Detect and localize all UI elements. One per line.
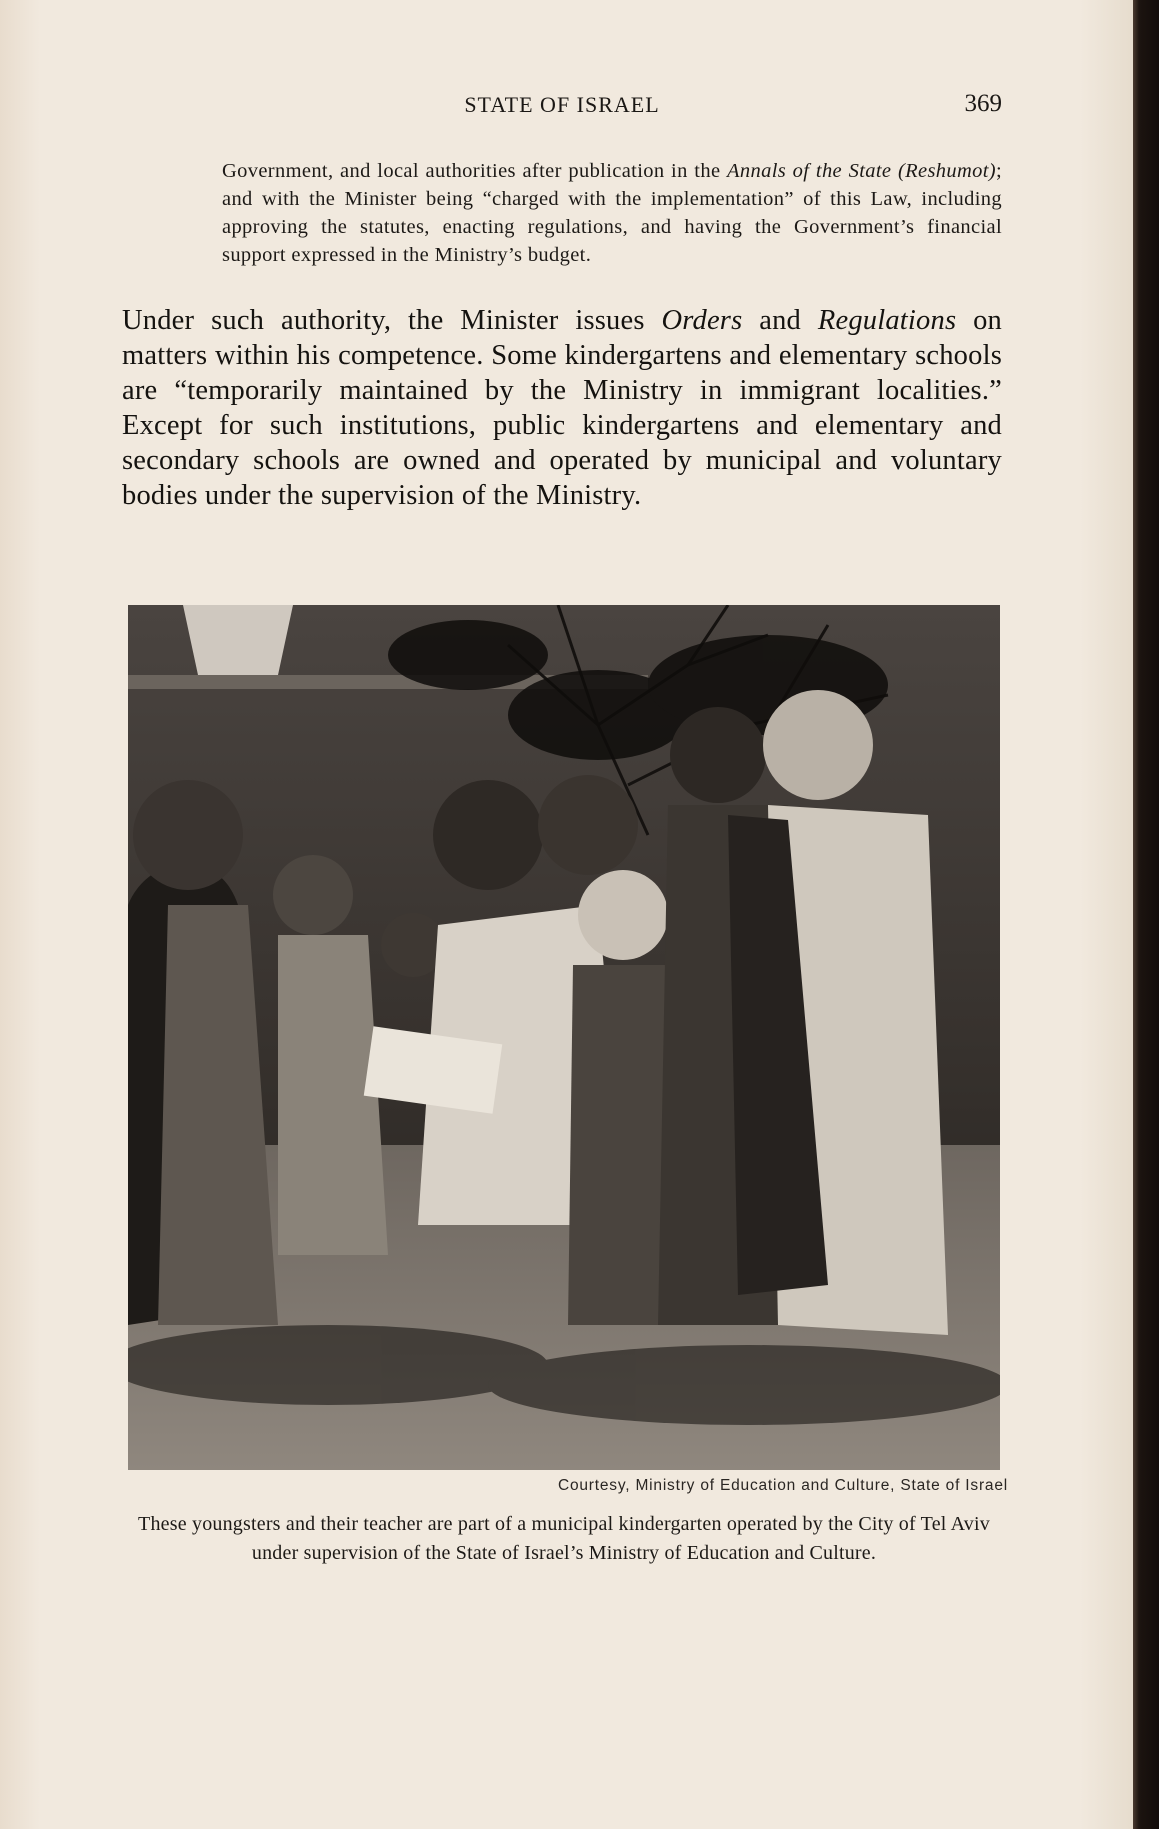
running-header bbox=[122, 92, 1002, 122]
quote-italic-annals: Annals of the State (Reshumot) bbox=[727, 160, 996, 182]
kindergarten-photograph bbox=[128, 605, 1000, 1470]
page-number: 369 bbox=[964, 90, 1002, 117]
photo-illustration bbox=[128, 605, 1000, 1470]
book-spine-edge bbox=[1133, 0, 1159, 1829]
quoted-law-excerpt bbox=[222, 157, 1002, 269]
body-paragraph bbox=[122, 303, 1002, 513]
body-text-1: Under such authority, the Minister issues bbox=[122, 305, 662, 336]
photo-window-curtain bbox=[183, 605, 293, 675]
quote-text-2: ; and with the Minister being “charged with the implementation” of this Law, including approving the statutes, enacting regulations, and having the Government’s financial support expressed in the Ministry’s budget. bbox=[222, 160, 1003, 266]
body-italic-regulations: Regulations bbox=[817, 305, 957, 336]
photo-caption: These youngsters and their teacher are part of a municipal kindergarten operated by the City of Tel Aviv under supervision of the State of Israel’s Ministry of Education and Culture. bbox=[138, 1513, 990, 1564]
running-title: STATE OF ISRAEL bbox=[464, 92, 660, 117]
quote-text-1: Government, and local authorities after publication in the bbox=[222, 160, 728, 182]
photo-credit: Courtesy, Ministry of Education and Culture, State of Israel bbox=[557, 1477, 1008, 1494]
body-text-mid: and bbox=[742, 305, 818, 336]
body-text-rest: on matters within his competence. Some kindergartens and elementary schools are “temporarily maintained by the Ministry in immigrant localities.” Except for such institutions, public kindergartens and elementary and secondary schools are owned and operated by municipal and voluntary bodies under the supervision of the Ministry. bbox=[122, 305, 1002, 511]
body-italic-orders: Orders bbox=[661, 305, 743, 336]
